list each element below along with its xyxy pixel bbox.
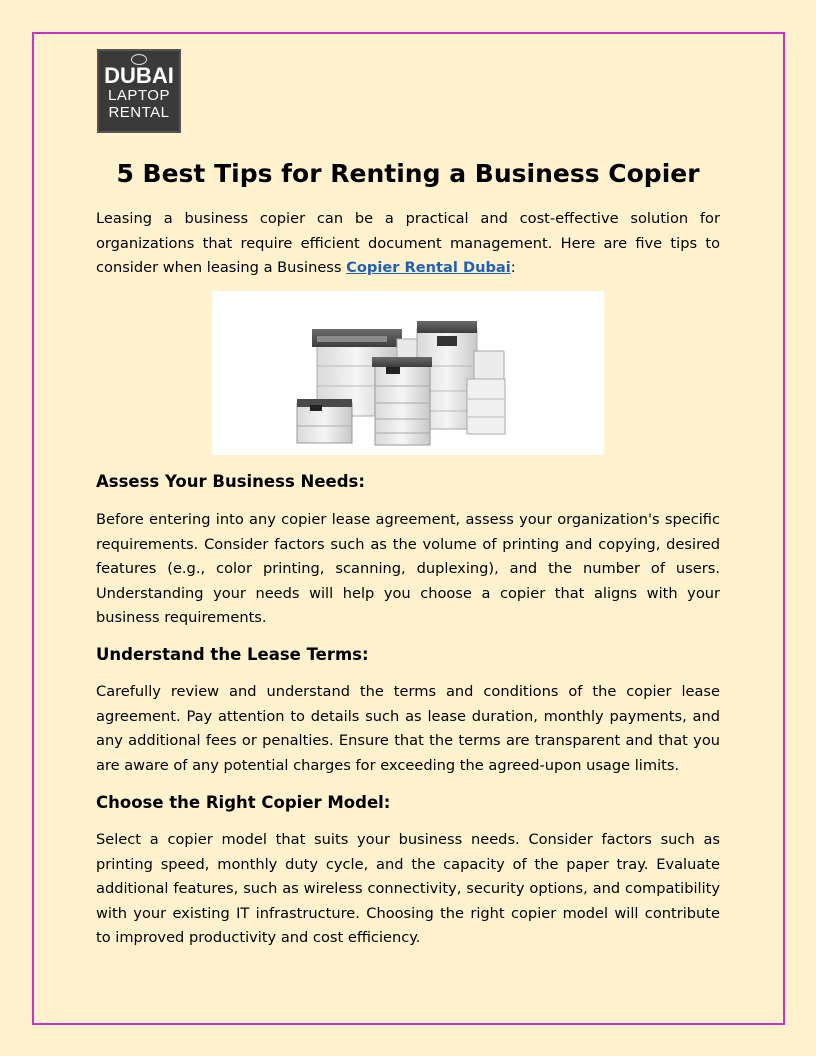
copier-rental-dubai-link[interactable]: Copier Rental Dubai xyxy=(346,259,511,277)
copier-center-tall xyxy=(372,357,432,445)
section-body-copier-model: Select a copier model that suits your business needs. Consider factors such as printing speed, monthly duty cycle, and the capacity of the paper tray. Evaluate additional features, such as wireless connectivity, security options, and compatibility with your existing IT infrastructure. Choosing the right copier model will contribute to improved productivity and cost efficiency. xyxy=(96,831,720,947)
logo-line-1: DUBAI xyxy=(104,63,174,88)
intro-text: Leasing a business copier can be a practical and cost-effective solution for organizations that require efficient document management. Here are five tips to consider when leasing a Business xyxy=(96,210,720,277)
copier-illustration xyxy=(212,291,604,455)
dubai-laptop-rental-logo xyxy=(97,49,181,133)
section-heading-copier-model: Choose the Right Copier Model: xyxy=(96,793,391,812)
section-heading-assess: Assess Your Business Needs: xyxy=(96,472,365,491)
section-heading-lease-terms: Understand the Lease Terms: xyxy=(96,645,369,664)
page-title: 5 Best Tips for Renting a Business Copier xyxy=(116,159,700,188)
paper-cabinet-right xyxy=(467,379,505,434)
intro-paragraph xyxy=(96,207,720,281)
section-body-lease-terms: Carefully review and understand the terms and conditions of the copier lease agreement. Pay attention to details such as lease duration, monthly payments, and any additional fees or penalties. Ensure that the terms are transparent and that you are aware of any potential charges for exceeding the agreed-upon usage limits. xyxy=(96,683,720,774)
printer-small-left xyxy=(297,399,352,443)
logo-line-2: LAPTOP xyxy=(108,87,170,104)
logo-line-3: RENTAL xyxy=(108,104,170,121)
section-body-assess: Before entering into any copier lease agreement, assess your organization's specific requirements. Consider factors such as the volume of printing and copying, desired features (e.g., color printing, scanning, duplexing), and the number of users. Understanding your needs will help you choose a copier that aligns with your business requirements. xyxy=(96,511,720,627)
copier-machines-image xyxy=(212,291,604,455)
intro-after-link: : xyxy=(510,259,516,277)
